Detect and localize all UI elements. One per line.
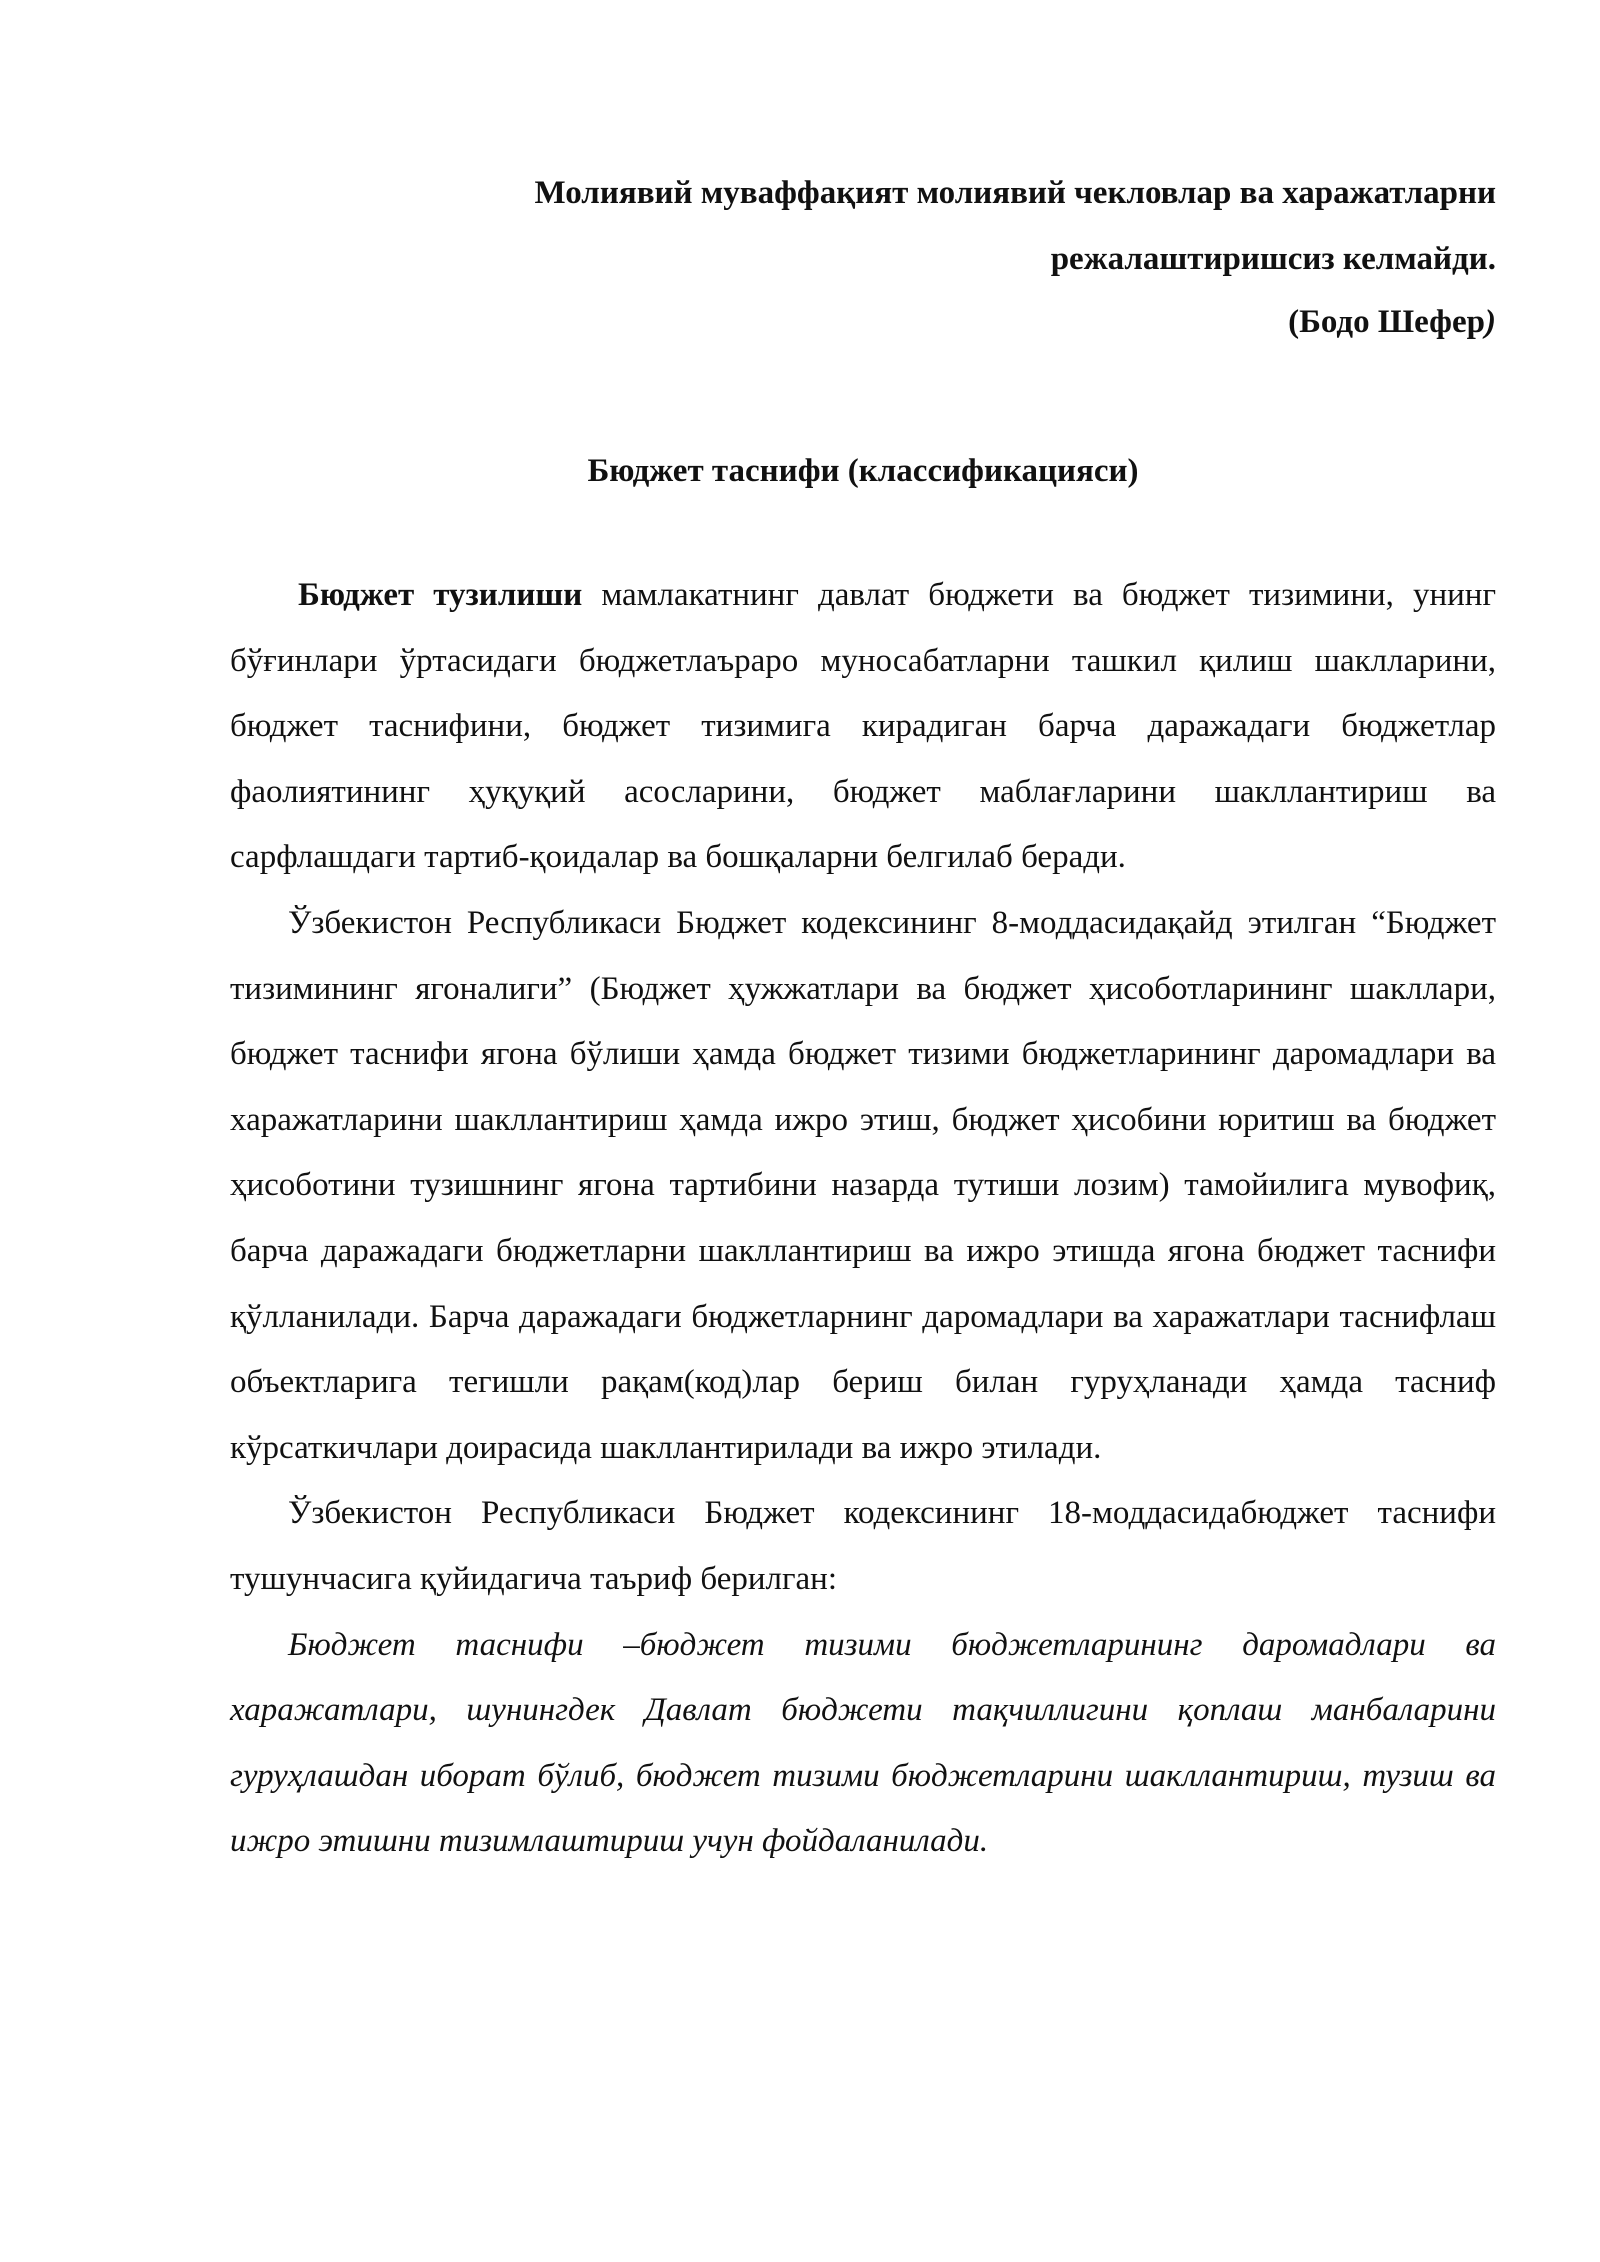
paragraph-3: Ўзбекистон Республикаси Бюджет кодексининг 18-моддасидабюджет таснифи тушунчасига қуйидагича таъриф берилган: [230, 1495, 1496, 1597]
document-body [230, 563, 1496, 1875]
paragraph-2: Ўзбекистон Республикаси Бюджет кодексининг 8-моддасидақайд этилган “Бюджет тизимининг ягоналиги” (Бюджет ҳужжатлари ва бюджет ҳисоботларининг шакллари, бюджет таснифи ягона бўлиши ҳамда бюджет тизими бюджетларининг даромадлари ва харажатларини шакллантириш ҳамда ижро этиш, бюджет ҳисобини юритиш ва бюджет ҳисоботини тузишнинг ягона тартибини назарда тутиши лозим) тамойилига мувофиқ, барча даражадаги бюджетларни шакллантириш ва ижро этишда ягона бюджет таснифи қўлланилади. Барча даражадаги бюджетларнинг даромадлари ва харажатлари таснифлаш объектларига тегишли рақам(код)лар бериш билан гуруҳланади ҳамда тасниф кўрсаткичлари доирасида шакллантирилади ва ижро этилади. [230, 904, 1496, 1466]
epigraph-author [230, 292, 1496, 352]
epigraph-line-1: Молиявий муваффақият молиявий чекловлар ва харажатларни [534, 175, 1496, 211]
epigraph [230, 160, 1496, 352]
document-page [230, 160, 1496, 1875]
paragraph-1-lead-term: Бюджет тузилиши [298, 577, 583, 613]
epigraph-author-name: (Бодо Шефер [1288, 304, 1485, 340]
paragraph-1-text: мамлакатнинг давлат бюджети ва бюджет тизимини, унинг бўғинлари ўртасидаги бюджетлаъраро муносабатларни ташкил қилиш шаклларини, бюджет таснифини, бюджет тизимига кирадиган барча даражадаги бюджетлар фаолиятининг ҳуқуқий асосларини, бюджет маблағларини шакллантириш ва сарфлашдаги тартиб-қоидалар ва бошқаларни белгилаб беради. [230, 577, 1496, 876]
epigraph-author-close: ) [1485, 304, 1496, 340]
paragraph-1 [230, 563, 1496, 891]
paragraph-4-definition: Бюджет таснифи –бюджет тизими бюджетларининг даромадлари ва харажатлари, шунингдек Давлат бюджети тақчиллигини қоплаш манбаларини гуруҳлашдан иборат бўлиб, бюджет тизими бюджетларини шакллантириш, тузиш ва ижро этишни тизимлаштириш учун фойдаланилади. [230, 1626, 1496, 1860]
section-title: Бюджет таснифи (классификацияси) [587, 453, 1139, 489]
epigraph-line-2: режалаштиришсиз келмайди. [1050, 241, 1496, 277]
